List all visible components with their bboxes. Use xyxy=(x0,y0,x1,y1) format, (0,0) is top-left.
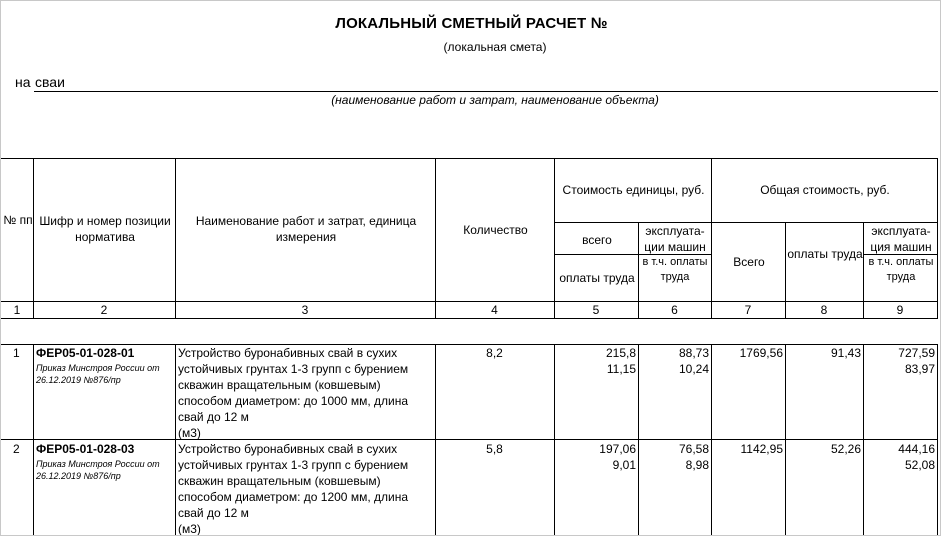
object-caption: (наименование работ и затрат, наименование объекта) xyxy=(331,93,659,107)
row-num: 2 xyxy=(13,442,20,456)
col-header-unit-total: всего xyxy=(582,233,612,247)
object-name: сваи xyxy=(35,74,65,90)
grid-line xyxy=(435,344,436,536)
row-unit-labor: 11,15 xyxy=(606,362,636,376)
row-order: Приказ Минстроя России от 26.12.2019 №876/пр xyxy=(36,459,160,481)
row-total-all: 1769,56 xyxy=(739,346,783,360)
grid-line xyxy=(785,344,786,536)
row-total-machine-labor: 52,08 xyxy=(904,458,935,472)
grid-line xyxy=(33,158,34,318)
document-subtitle: (локальная смета) xyxy=(443,40,547,54)
row-name: Устройство буронабивных свай в сухих устойчивых грунтах 1-3 групп с бурением скважин вращательным (ковшевым) способом диаметром: до 1200 мм, длина свай до 12 м xyxy=(178,442,409,520)
row-code: ФЕР05-01-028-03 xyxy=(36,442,135,456)
row-total-labor: 91,43 xyxy=(830,346,861,360)
row-unit-machine-labor: 8,98 xyxy=(685,458,709,472)
col-number: 7 xyxy=(744,303,752,317)
grid-line xyxy=(175,158,176,318)
col-number: 6 xyxy=(671,303,678,317)
row-unit-labor: 9,01 xyxy=(612,458,636,472)
grid-line xyxy=(554,158,555,318)
grid-line xyxy=(33,344,34,536)
row-unit-total: 197,06 xyxy=(599,442,636,456)
row-unit-machine: 88,73 xyxy=(678,346,709,360)
row-code: ФЕР05-01-028-01 xyxy=(36,346,135,360)
col-number: 4 xyxy=(491,303,498,317)
row-total-all: 1142,95 xyxy=(740,442,783,456)
row-unit-machine: 76,58 xyxy=(678,442,709,456)
col-number: 1 xyxy=(13,303,21,317)
object-prefix: на xyxy=(15,74,31,90)
row-unit-machine-labor: 10,24 xyxy=(678,362,709,376)
grid-line xyxy=(1,439,938,440)
col-header-unit-machine-labor: в т.ч. оплаты труда xyxy=(642,256,708,283)
col-number: 8 xyxy=(820,303,828,317)
row-unit: (м3) xyxy=(178,522,201,536)
grid-line xyxy=(711,158,712,318)
col-header-total-cost: Общая стоимость, руб. xyxy=(760,183,890,197)
row-name: Устройство буронабивных свай в сухих устойчивых грунтах 1-3 групп с бурением скважин вращательным (ковшевым) способом диаметром: до 1000 мм, длина свай до 12 м xyxy=(178,346,409,424)
col-number: 5 xyxy=(592,303,600,317)
grid-line xyxy=(937,158,938,318)
row-qty: 8,2 xyxy=(486,346,503,360)
grid-line xyxy=(937,344,938,536)
col-number: 2 xyxy=(100,303,108,317)
col-header-num: № пп xyxy=(3,213,33,227)
grid-line xyxy=(1,158,938,159)
col-header-code: Шифр и номер позиции норматива xyxy=(39,214,171,244)
row-order: Приказ Минстроя России от 26.12.2019 №876/пр xyxy=(36,363,160,385)
col-header-name: Наименование работ и затрат, единица измерения xyxy=(195,214,417,244)
grid-line xyxy=(1,318,938,319)
col-header-total-machine: эксплуата-ция машин xyxy=(870,224,932,254)
col-header-total-labor: оплаты труда xyxy=(787,247,863,261)
document-title: ЛОКАЛЬНЫЙ СМЕТНЫЙ РАСЧЕТ № xyxy=(335,15,608,32)
row-unit: (м3) xyxy=(178,426,201,440)
row-num: 1 xyxy=(13,346,20,360)
col-header-unit-machine: эксплуата-ции машин xyxy=(644,224,706,254)
row-total-machine-labor: 83,97 xyxy=(904,362,935,376)
object-underline xyxy=(34,91,938,92)
grid-line xyxy=(638,344,639,536)
row-total-machine: 727,59 xyxy=(898,346,935,360)
col-header-total-all: Всего xyxy=(733,255,765,269)
col-header-qty: Количество xyxy=(463,223,528,237)
grid-line xyxy=(863,344,864,536)
col-header-unit-cost: Стоимость единицы, руб. xyxy=(562,183,705,197)
grid-line xyxy=(554,344,555,536)
row-qty: 5,8 xyxy=(486,442,503,456)
row-total-machine: 444,16 xyxy=(898,442,935,456)
col-header-unit-labor: оплаты труда xyxy=(559,271,635,285)
grid-line xyxy=(435,158,436,318)
row-unit-total: 215,8 xyxy=(605,346,636,360)
col-number: 3 xyxy=(301,303,309,317)
col-number: 9 xyxy=(896,303,904,317)
col-header-total-machine-labor: в т.ч. оплаты труда xyxy=(868,256,934,283)
row-total-labor: 52,26 xyxy=(830,442,861,456)
grid-line xyxy=(711,344,712,536)
grid-line xyxy=(175,344,176,536)
